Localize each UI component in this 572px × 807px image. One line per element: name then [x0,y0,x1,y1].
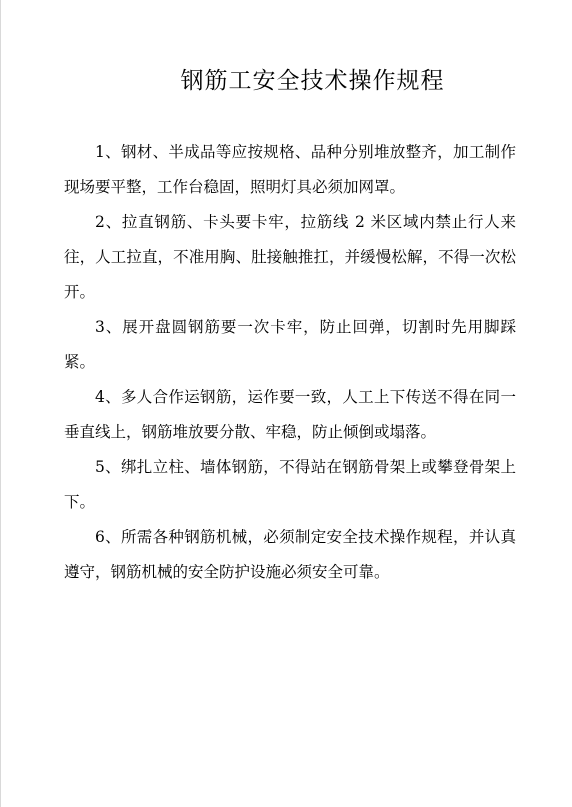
document-title: 钢筋工安全技术操作规程 [180,68,445,94]
paragraph-6: 6、所需各种钢筋机械，必须制定安全技术操作规程，并认真遵守，钢筋机械的安全防护设施必须安全可靠。 [64,528,516,581]
paragraph-4: 4、多人合作运钢筋，运作要一致，人工上下传送不得在同一垂直线上，钢筋堆放要分散、牢稳，防止倾倒或塌落。 [64,388,516,441]
paragraph-2: 2、拉直钢筋、卡头要卡牢，拉筋线 2 米区域内禁止行人来往，人工拉直，不准用胸、肚接触推扛，并缓慢松解，不得一次松开。 [64,213,516,301]
paragraph-3: 3、展开盘圆钢筋要一次卡牢，防止回弹，切割时先用脚踩紧。 [64,318,516,371]
paragraph-5: 5、绑扎立柱、墙体钢筋，不得站在钢筋骨架上或攀登骨架上下。 [64,458,516,511]
paragraph-1: 1、钢材、半成品等应按规格、品种分别堆放整齐，加工制作现场要平整，工作台稳固，照明灯具必须加网罩。 [64,143,516,196]
document-body [64,135,516,590]
